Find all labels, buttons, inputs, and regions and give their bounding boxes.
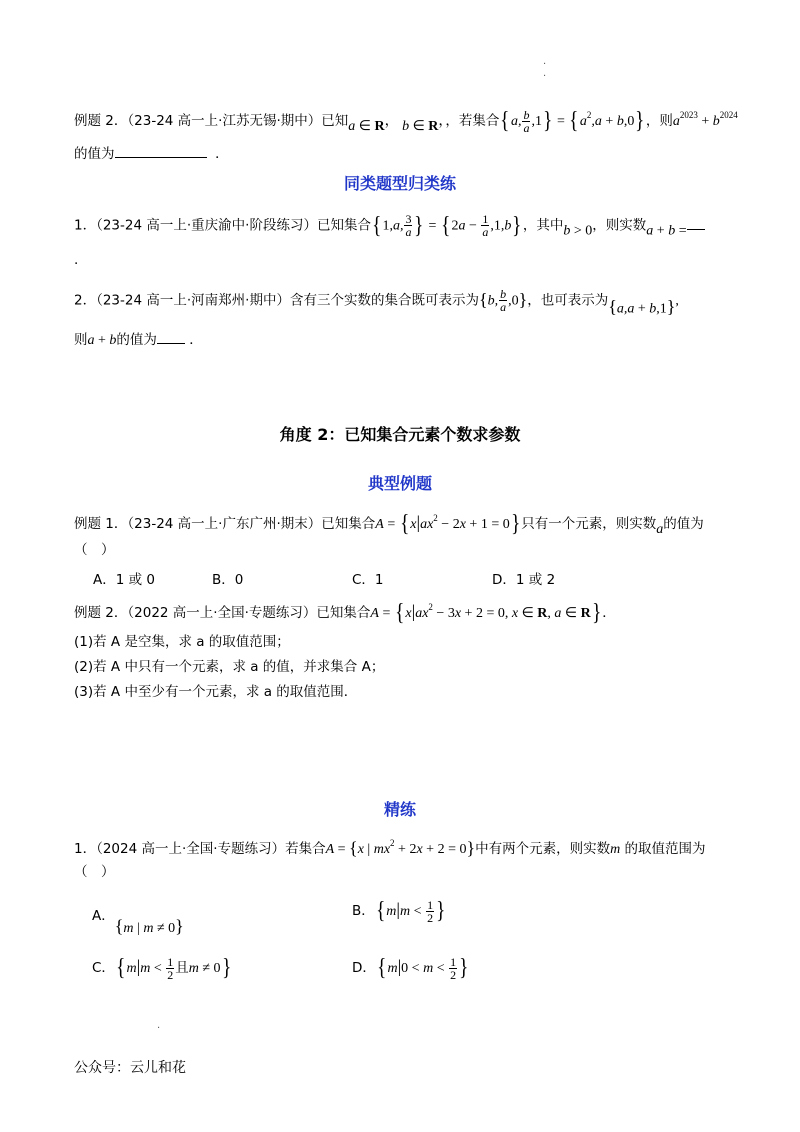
practice-1-line-2: . [74, 252, 79, 268]
footer-text: 公众号：云儿和花 [74, 1060, 186, 1076]
mark-dot: . [543, 68, 547, 79]
mark-dot: . [157, 1020, 161, 1031]
example-1-line-1: 例题 1．（23-24 高一上·广东广州·期末）已知集合$A = \{x|ax^2 - 2x + 1 = 0\}$只有一个元素，则实数a的值为 [74, 511, 704, 537]
option-a[interactable]: A．{m | m ≠ 0} [92, 908, 184, 936]
section-heading-angle-2: 角度 2：已知集合元素个数求参数 [279, 425, 521, 444]
practice-2-line-2: 则a + b的值为 ． [74, 329, 203, 351]
practice-1-line-1: 1．（23-24 高一上·重庆渝中·阶段练习）已知集合{1,a, $\frac{3}{a}$ } = {2a − $\frac{1}{a}$ ,1,b}，其中b > 0，则实数a + b = [74, 213, 705, 242]
option-b[interactable]: B．0 [212, 572, 244, 588]
question-1: (1)若 A 是空集，求 a 的取值范围； [74, 634, 290, 650]
option-d[interactable]: D．1 或 2 [492, 572, 556, 588]
example-2b-line-1: 例题 2．（2022 高一上·全国·专题练习）已知集合$A = \{x|ax^2 - 3x + 2 = 0$, x ∈ R, a ∈ R}． [74, 600, 616, 626]
answer-blank [687, 220, 705, 230]
section-heading-refine: 精练 [383, 800, 416, 819]
option-c[interactable]: C．{m|m < $\frac{1}{2}$ 且m ≠ 0} [92, 954, 231, 982]
mark-dot: . [543, 56, 547, 67]
answer-blank [157, 329, 185, 344]
refine-1-paren: （ ） [74, 864, 115, 880]
option-c[interactable]: C．1 [352, 572, 384, 588]
section-heading-practice: 同类题型归类练 [343, 174, 456, 193]
option-d[interactable]: D．{m|0 < m < $\frac{1}{2}$ } [352, 954, 469, 982]
option-a[interactable]: A．1 或 0 [93, 572, 155, 588]
example-2-line-2: 的值为 ． [74, 143, 229, 164]
question-3: (3)若 A 中至少有一个元素，求 a 的取值范围． [74, 684, 358, 700]
example-2-line-1: 例题 2．（23-24 高一上·江苏无锡·期中）已知a ∈ R， b ∈ R，，若集合{a, $\frac{b}{a}$ $,1\} = \{a^2,a + b,0\}$，则$a^{2023} + b^{2024}$ [74, 107, 738, 135]
refine-1-line-1: 1．（2024 高一上·全国·专题练习）若集合A = {x | $mx^2 + 2x + 2 = 0$}中有两个元素，则实数m 的取值范围为 [74, 838, 706, 858]
section-heading-typical: 典型例题 [367, 474, 432, 493]
cond-a: a [348, 119, 356, 134]
option-b[interactable]: B．{m|m < $\frac{1}{2}$ } [352, 897, 446, 925]
practice-2-line-1: 2．（23-24 高一上·河南郑州·期中）含有三个实数的集合既可表示为{b, $\frac{b}{a}$ ,0}，也可表示为{a,a + b,1}, [74, 287, 679, 317]
example-1-paren: （ ） [74, 542, 115, 558]
answer-blank [115, 143, 207, 158]
question-2: (2)若 A 中只有一个元素，求 a 的值，并求集合 A； [74, 659, 385, 675]
